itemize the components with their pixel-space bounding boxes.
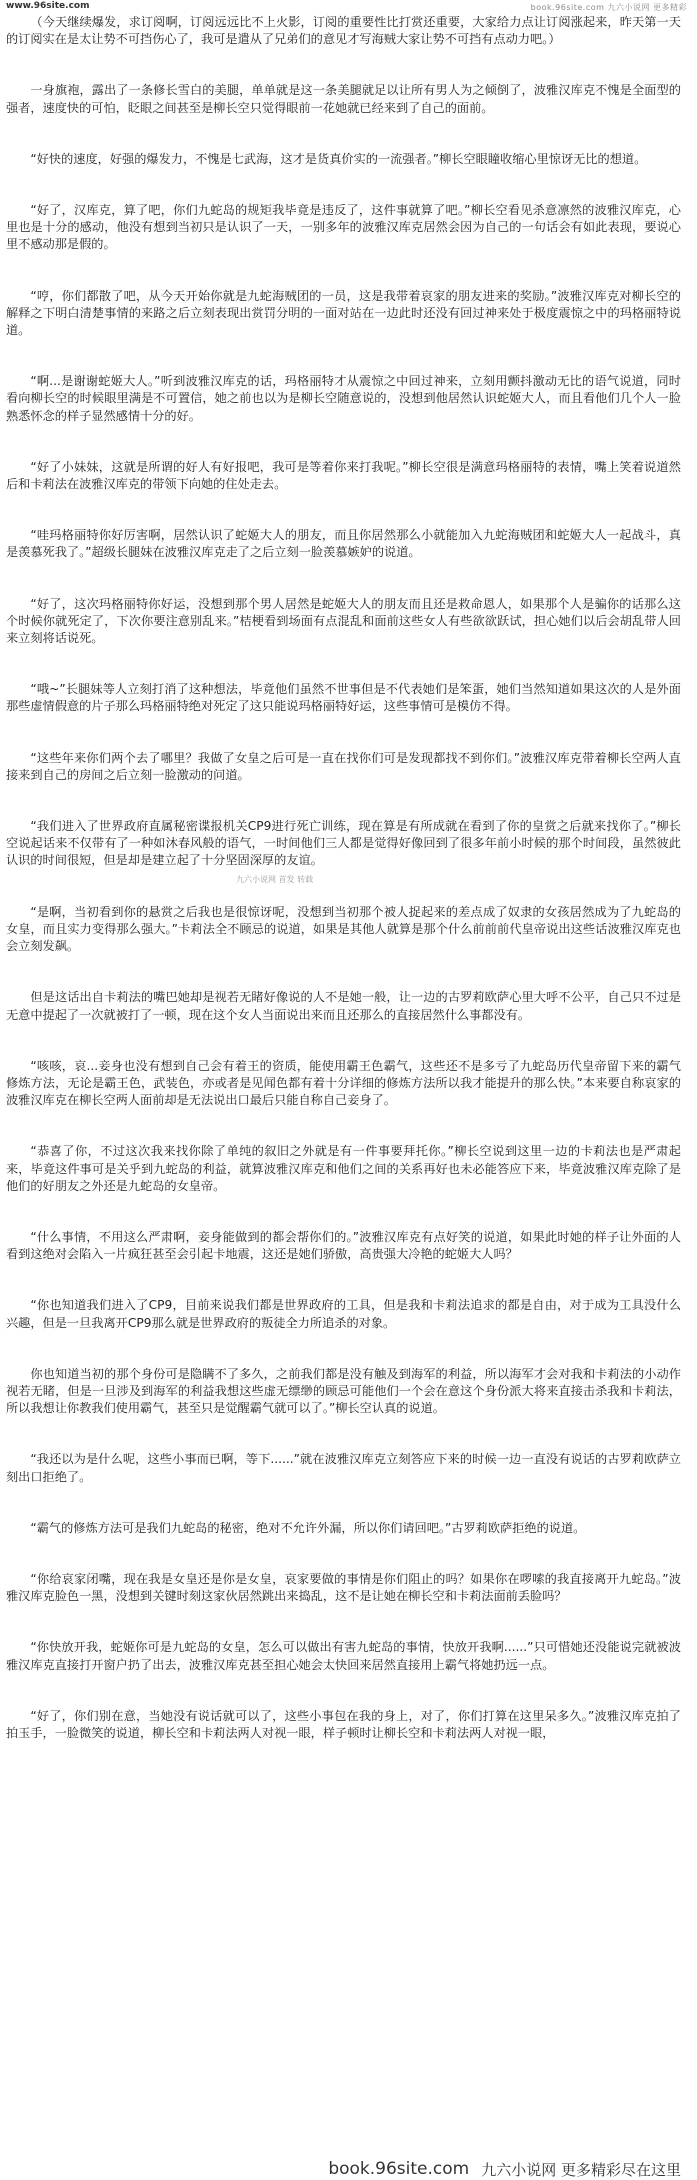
inline-watermark: 九六小说网 首发 转载 [236,874,314,884]
paragraph: “好了，这次玛格丽特你好运，没想到那个男人居然是蛇姬大人的朋友而且还是救命恩人，如果那个人是骗你的话那么这个时候你就死定了，下次你要注意别乱来。”桔梗看到场面有点混乱和面前这些女人有些欲欲跃试，担心她们以后会胡乱带人回来立刻将话说死。 [6,596,681,646]
paragraph: “咳咳，哀...妾身也没有想到自己会有着王的资质，能使用霸王色霸气，这些还不是多亏了九蛇岛历代皇帝留下来的霸气修炼方法，无论是霸王色，武装色，亦或者是见闻色都有着十分详细的修炼方法所以我才能提升的那么快。”本来要自称哀家的波雅汉库克在柳长空两人面前却是无法说出口最后只能自称自己妾身了。 [6,1058,681,1108]
paragraph: 一身旗袍，露出了一条修长雪白的美腿，单单就是这一条美腿就足以让所有男人为之倾倒了，波雅汉库克不愧是全面型的强者，速度快的可怕，眨眼之间甚至是柳长空只觉得眼前一花她就已经来到了自己的面前。 [6,83,681,115]
paragraph: “这些年来你们两个去了哪里？我做了女皇之后可是一直在找你们可是发现都找不到你们。”波雅汉库克带着柳长空两人直接来到自己的房间之后立刻一脸激动的问道。 [6,750,681,782]
paragraph: “好了，你们别在意，当她没有说话就可以了，这些小事包在我的身上，对了，你们打算在这里呆多久。”波雅汉库克拍了拍玉手，一脸微笑的说道，柳长空和卡莉法两人对视一眼，样子顿时让柳长空和卡莉法两人对视一眼， [6,1708,681,1740]
paragraph: “我们进入了世界政府直属秘密谍报机关CP9进行死亡训练，现在算是有所成就在看到了你的皇赏之后就来找你了。”柳长空说起话来不仅带有了一种如沐春风般的语气，一时间他们三人都是觉得好像回到了很多年前小时候的那个时间段，虽然彼此认识的时间很短，但是却是建立起了十分坚固深厚的友谊。 [6,819,681,868]
paragraph: 你也知道当初的那个身份可是隐瞒不了多久，之前我们都是没有触及到海军的利益，所以海军才会对我和卡莉法的小动作视若无睹，但是一旦涉及到海军的利益我想这些虚无缥缈的顾忌可能他们一个会在意这个身份派大将来直接击杀我和卡莉法，所以我想让你教我们使用霸气，甚至只是觉醒霸气就可以了。”柳长空认真的说道。 [6,1366,681,1416]
paragraph: “哦~”长腿妹等人立刻打消了这种想法，毕竟他们虽然不世事但是不代表她们是笨蛋，她们当然知道如果这次的人是外面那些虚情假意的片子那么玛格丽特绝对死定了这只能说玛格丽特好运，这些事情可是模仿不得。 [6,682,681,714]
paragraph: “我还以为是什么呢，这些小事而已啊，等下......”就在波雅汉库克立刻答应下来的时候一边一直没有说话的古罗莉欧萨立刻出口拒绝了。 [6,1452,681,1484]
paragraph: “恭喜了你，不过这次我来找你除了单纯的叙旧之外就是有一件事要拜托你。”柳长空说到这里一边的卡莉法也是严肃起来，毕竟这件事可是关乎到九蛇岛的利益，就算波雅汉库克和他们之间的关系再好也未必能答应下来，毕竟波雅汉库克除了是他们的好朋友之外还是九蛇岛的女皇帝。 [6,1144,681,1193]
site-header: www.96site.com [6,1,90,11]
paragraph: “哼，你们都散了吧，从今天开始你就是九蛇海贼团的一员，这是我带着哀家的朋友进来的奖励。”波雅汉库克对柳长空的解释之下明白清楚事情的来路之后立刻表现出赏罚分明的一面对站在一边此时还没有回过神来处于极度震惊之中的玛格丽特说道。 [6,288,681,338]
paragraph: 但是这话出自卡莉法的嘴巴她却是视若无睹好像说的人不是她一般，让一边的古罗莉欧萨心里大呼不公平，自己只不过是无意中提起了一次就被打了一顿，现在这个女人当面说出来而且还那么的直接居然什么事都没有。 [6,990,681,1022]
header-watermark: book.96site.com 九六小说网 更多精彩 [530,3,687,12]
paragraph: “好快的速度，好强的爆发力，不愧是七武海，这才是货真价实的一流强者。”柳长空眼瞳收缩心里惊讶无比的想道。 [30,151,647,166]
paragraph: “你快放开我，蛇姬你可是九蛇岛的女皇，怎么可以做出有害九蛇岛的事情，快放开我啊......”只可惜她还没能说完就被波雅汉库克直接打开窗户扔了出去，波雅汉库克甚至担心她会太快回来居然直接用上霸气将她扔远一点。 [6,1640,681,1672]
paragraph: “霸气的修炼方法可是我们九蛇岛的秘密，绝对不允许外漏，所以你们请回吧。”古罗莉欧萨拒绝的说道。 [30,1520,586,1535]
paragraph: （今天继续爆发，求订阅啊，订阅远远比不上火影，订阅的重要性比打赏还重要，大家给力点让订阅涨起来，昨天第一天的订阅实在是太让势不可挡伤心了，我可是遣从了兄弟们的意见才写海贼大家让势不可挡有点动力吧。） [6,15,681,47]
paragraph: “好了，汉库克，算了吧，你们九蛇岛的规矩我毕竟是违反了，这件事就算了吧。”柳长空看见杀意凛然的波雅汉库克，心里也是十分的感动，他没有想到当初只是认识了一天，一别多年的波雅汉库克居然会因为自己的一句话会有如此表现，要说心里不感动那是假的。 [6,203,681,252]
chapter-body [6,14,681,1742]
paragraph: “啊...是谢谢蛇姬大人。”听到波雅汉库克的话，玛格丽特才从震惊之中回过神来，立刻用颤抖激动无比的语气说道，同时看向柳长空的时候眼里满是不可置信，她之前也以为是柳长空随意说的，没想到他居然认识蛇姬大人，而且看他们几个人一脸熟悉怀念的样子显然感情十分的好。 [6,374,681,423]
footer-slogan: 九六小说网 更多精彩尽在这里 [481,2160,681,2179]
page-footer [0,2158,697,2180]
paragraph: “好了小妹妹，这就是所谓的好人有好报吧，我可是等着你来打我呢。”柳长空很是满意玛格丽特的表情，嘴上笑着说道然后和卡莉法在波雅汉库克的带领下向她的住处走去。 [6,459,681,492]
paragraph: “哇玛格丽特你好厉害啊，居然认识了蛇姬大人的朋友，而且你居然那么小就能加入九蛇海贼团和蛇姬大人一起战斗，真是羡慕死我了。”超级长腿妹在波雅汉库克走了之后立刻一脸羡慕嫉妒的说道。 [6,528,681,560]
footer-url[interactable]: book.96site.com [328,2159,470,2179]
paragraph: “什么事情，不用这么严肃啊，妾身能做到的都会帮你们的。”波雅汉库克有点好笑的说道，如果此时她的样子让外面的人看到这绝对会陷入一片疯狂甚至会引起卡地震，这还是她们骄傲，高贵强大冷艳的蛇姬大人吗？ [6,1229,681,1262]
paragraph: “你也知道我们进入了CP9，目前来说我们都是世界政府的工具，但是我和卡莉法追求的都是自由，对于成为工具没什么兴趣，但是一旦我离开CP9那么就是世界政府的叛徒全力所追杀的对象。 [6,1298,681,1330]
paragraph: “是啊，当初看到你的悬赏之后我也是很惊讶呢，没想到当初那个被人捉起来的差点成了奴隶的女孩居然成为了九蛇岛的女皇，而且实力变得那么强大。”卡莉法全不顾忌的说道，如果是其他人就算是那个什么前前前代皇帝说出这些话波雅汉库克也会立刻发飙。 [6,904,681,954]
paragraph: “你给哀家闭嘴，现在我是女皇还是你是女皇，哀家要做的事情是你们阻止的吗？如果你在啰嗦的我直接离开九蛇岛。”波雅汉库克脸色一黑，没想到关键时刻这家伙居然跳出来捣乱，这不是让她在柳长空和卡莉法面前丢脸吗？ [6,1571,681,1604]
